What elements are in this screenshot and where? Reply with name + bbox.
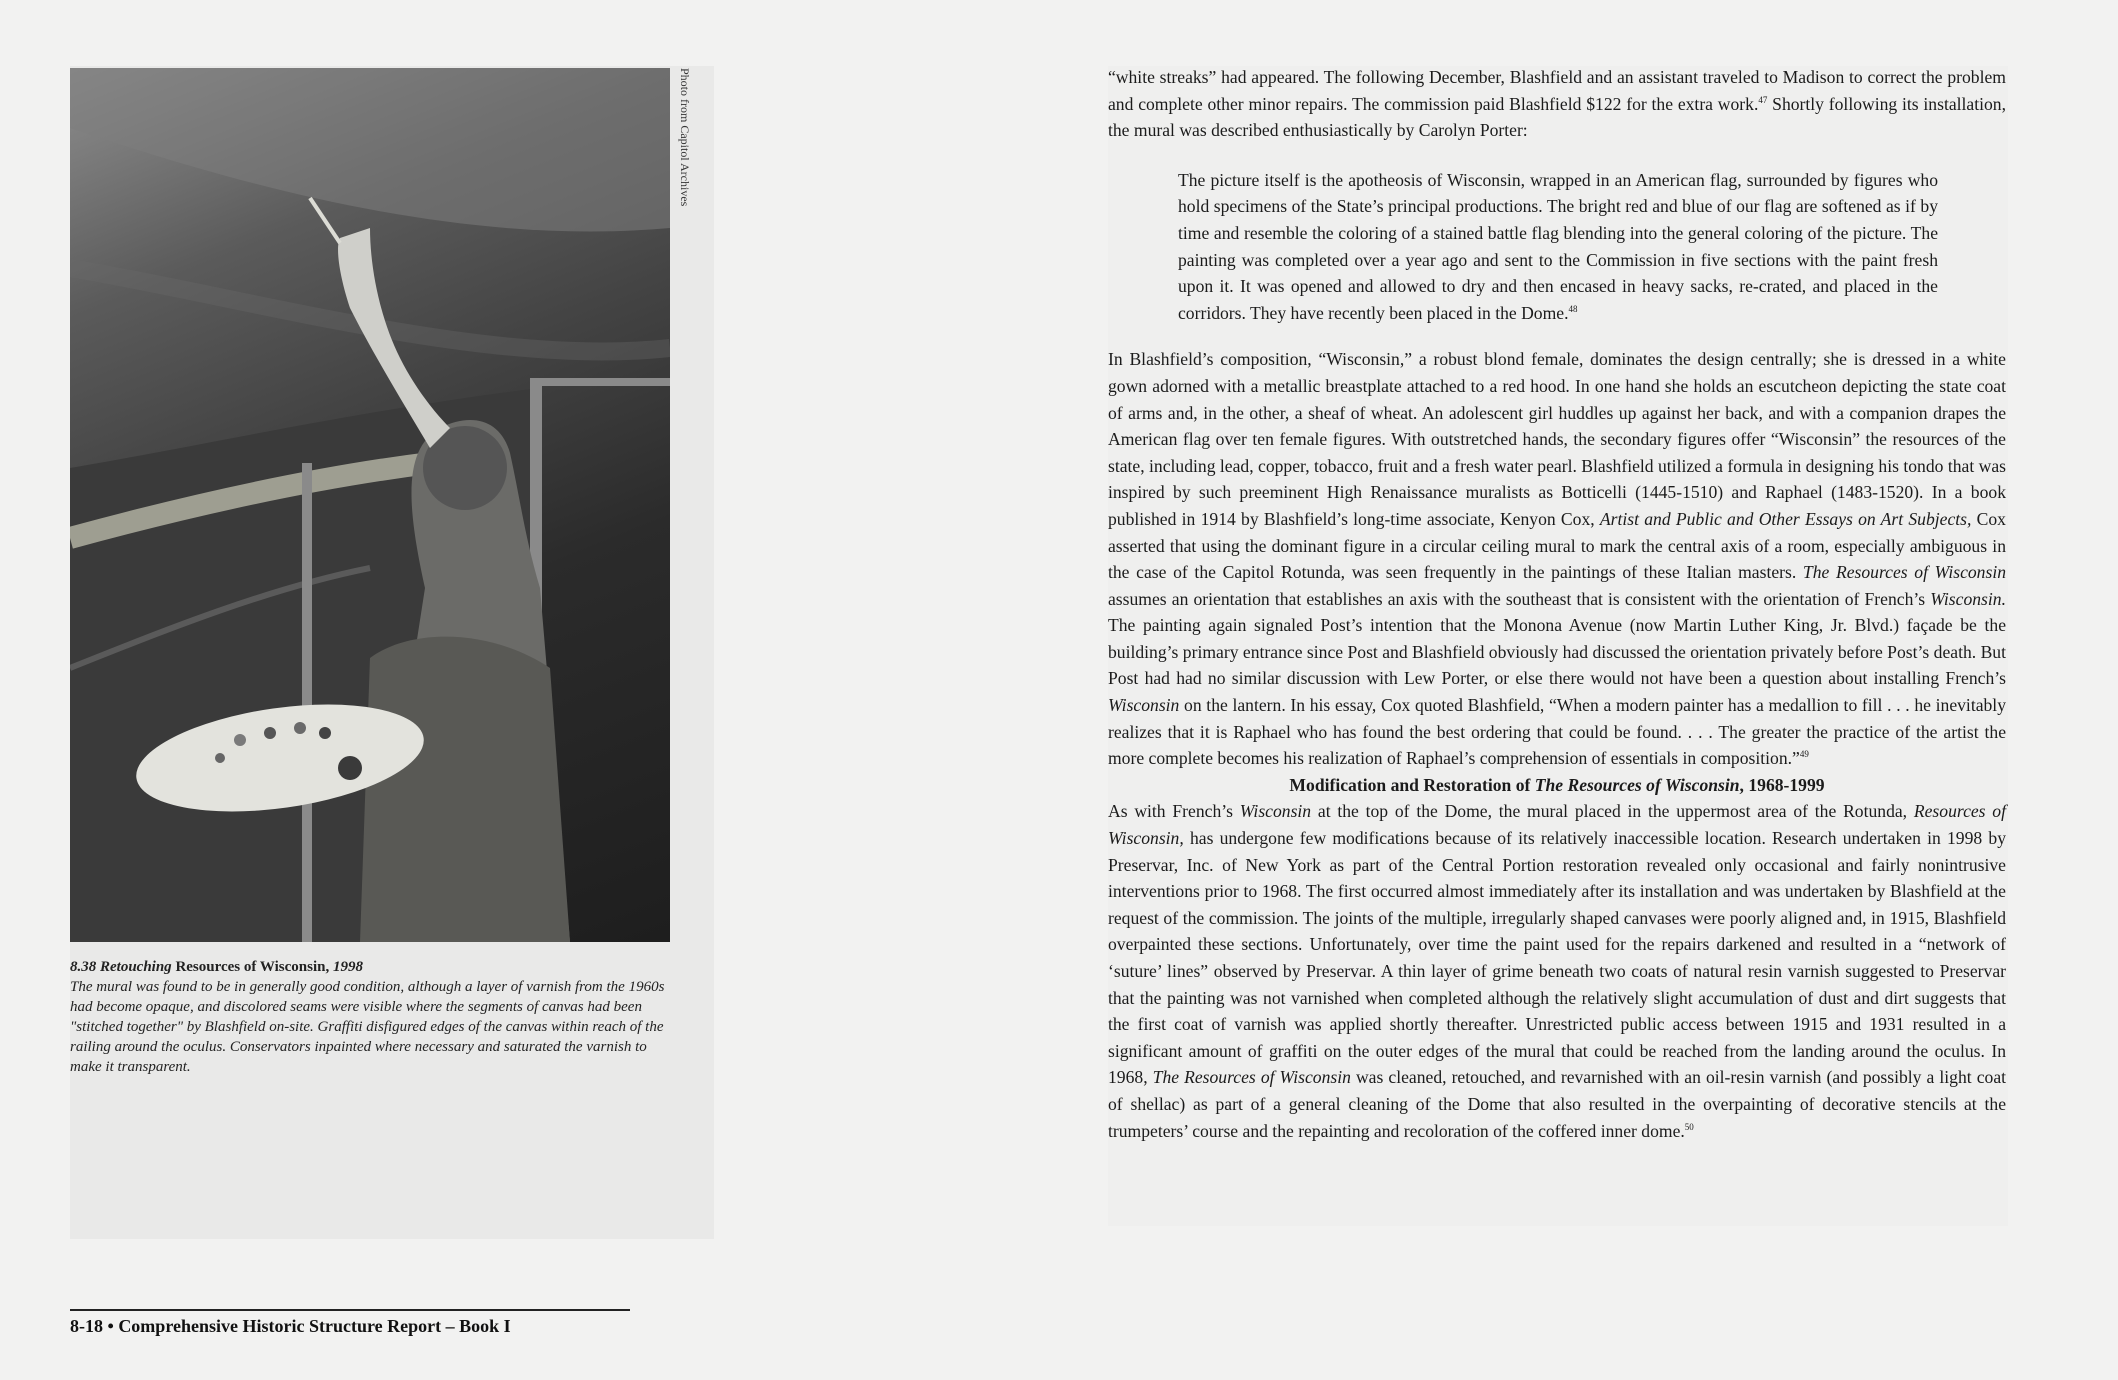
footnote-48: 48: [1568, 303, 1578, 314]
p1-text-b: Shortly following its installation, the mural was described enthusiastically by Carolyn Porter:: [1108, 93, 2006, 141]
figure-photo: [70, 68, 670, 942]
report-title: Comprehensive Historic Structure Report – Book I: [118, 1316, 511, 1336]
caption-body: The mural was found to be in generally good condition, although a layer of varnish from the 1960s had become opaque, and discolored seams were visible where the segments of canvas had been "stitched together" by Blashfield on-site. Graffiti disfigured edges of the canvas within reach of the railing around the oculus. Conservators inpainted where necessary and saturated the varnish to make it transparent.: [70, 979, 665, 1075]
paragraph-3: [1108, 798, 2006, 1144]
block-quote: [1178, 167, 1938, 327]
p3-text-d: was cleaned, retouched, and revarnished with an oil-resin varnish (and possibly a light coat of shellac) as part of a general cleaning of the Dome that also resulted in the overpainting of decorative stencils at the trumpeters’ course and the repainting and recoloration of the coffered inner dome.: [1108, 1067, 2007, 1141]
p2-text-b: Cox asserted that using the dominant figure in a circular ceiling mural to mark the central axis of a room, especially ambiguous in the case of the Capitol Rotunda, was seen frequently in the paintings of these Italian masters.: [1108, 508, 2006, 583]
page-footer: [70, 1316, 511, 1337]
photo-credit: Photo from Capitol Archives: [678, 68, 692, 207]
p3-mural-title: The Resources of Wisconsin: [1152, 1067, 1351, 1088]
caption-title: [70, 959, 363, 975]
p2-mural-title: The Resources of Wisconsin: [1802, 562, 2007, 583]
p2-book-title: Artist and Public and Other Essays on Art Subjects,: [1599, 508, 1972, 529]
heading-text-a: Modification and Restoration of: [1289, 774, 1535, 795]
page-number: 8-18: [70, 1316, 103, 1336]
main-text-column: [1108, 64, 2006, 1144]
heading-mural-title: The Resources of Wisconsin: [1534, 774, 1740, 795]
p2-text-d: The painting again signaled Post’s intention that the Monona Avenue (now Martin Luther King, Jr. Blvd.) façade be the building’s primary entrance since Post and Blashfield obviously had discussed the orientation privately before Post’s death. But Post had had no similar discussion with Lew Porter, or else there would not have been a question about installing French’s: [1108, 615, 2006, 689]
p3-resources: Resources of Wisconsin,: [1108, 801, 2006, 849]
p2-wisconsin-1: Wisconsin.: [1930, 588, 2006, 609]
p1-text-a: “white streaks” had appeared. The following December, Blashfield and an assistant traveled to Madison to correct the problem and complete other minor repairs. The commission paid Blashfield $122 for the extra work.: [1108, 67, 2006, 114]
p2-text-e: on the lantern. In his essay, Cox quoted Blashfield, “When a modern painter has a medallion to fill . . . he inevitably realizes that it is Raphael who has found the best ordering that could be found. . . . The greater the practice of the artist the more complete becomes his realization of Raphael’s comprehension of essentials in composition.”: [1108, 695, 2006, 769]
footnote-47: 47: [1758, 94, 1768, 105]
caption-year: 1998: [332, 959, 363, 975]
footnote-49: 49: [1799, 749, 1809, 760]
p3-text-c: has undergone few modifications because of its relatively inaccessible location. Research undertaken in 1998 by Preservar, Inc. of New York as part of the Central Portion restoration revealed only occasional and fairly nonintrusive interventions prior to 1968. The first occurred almost immediately after its installation and was undertaken by Blashfield at the request of the commission. The joints of the multiple, irregularly shaped canvases were poorly aligned and, in 1915, Blashfield overpainted these sections. Unfortunately, over time the paint used for the repairs darkened and resulted in a “network of ‘suture’ lines” observed by Preservar. A thin layer of grime beneath two coats of natural resin varnish suggested to Preservar that the painting was not varnished when completed although the relatively slight accumulation of dust and dirt suggests that the first coat of varnish was applied shortly thereafter. Unrestricted public access between 1915 and 1931 resulted in a significant amount of graffiti on the outer edges of the mural that could be reached from the landing around the oculus. In 1968,: [1108, 828, 2006, 1088]
p2-text-a: In Blashfield’s composition, “Wisconsin,” a robust blond female, dominates the design centrally; she is dressed in a white gown adorned with a metallic breastplate attached to a red hood. In one hand she holds an escutcheon depicting the state coat of arms and, in the other, a sheaf of wheat. An adolescent girl huddles up against her back, and with a companion drapes the American flag over ten female figures. With outstretched hands, the secondary figures offer “Wisconsin” the resources of the state, including lead, copper, tobacco, fruit and a fresh water pearl. Blashfield utilized a formula in designing his tondo that was inspired by such preeminent High Renaissance muralists as Botticelli (1445-1510) and Raphael (1483-1520). In a book published in 1914 by Blashfield’s long-time associate, Kenyon Cox,: [1108, 349, 2006, 529]
figure-caption: [70, 957, 680, 1077]
footnote-50: 50: [1684, 1121, 1694, 1132]
section-heading: [1108, 772, 2006, 799]
p2-text-c: assumes an orientation that establishes an axis with the southeast that is consistent with the orientation of French’s: [1108, 588, 1931, 609]
photo-illustration: [70, 68, 670, 942]
paragraph-1: [1108, 64, 2006, 144]
heading-text-b: , 1968-1999: [1739, 774, 1825, 795]
p3-text-a: As with French’s: [1108, 801, 1240, 822]
paragraph-2: [1108, 346, 2006, 772]
p3-text-b: at the top of the Dome, the mural placed in the uppermost area of the Rotunda,: [1311, 801, 1914, 822]
footer-rule: [70, 1309, 630, 1311]
footer-bullet: •: [107, 1316, 114, 1336]
quote-text: The picture itself is the apotheosis of Wisconsin, wrapped in an American flag, surrounded by figures who hold specimens of the State’s principal productions. The bright red and blue of our flag are softened as if by time and resemble the coloring of a stained battle flag blending into the general coloring of the picture. The painting was completed over a year ago and sent to the Commission in five sections with the paint fresh upon it. It was opened and allowed to dry and then encased in heavy sacks, re-crated, and placed in the corridors. They have recently been placed in the Dome.: [1178, 169, 1938, 323]
p3-wisconsin: Wisconsin: [1239, 801, 1312, 822]
caption-title-roman: Resources of Wisconsin,: [175, 959, 330, 975]
p2-wisconsin-2: Wisconsin: [1108, 695, 1180, 716]
caption-number: 8.38: [70, 959, 97, 975]
caption-title-italic: Retouching: [100, 959, 172, 975]
